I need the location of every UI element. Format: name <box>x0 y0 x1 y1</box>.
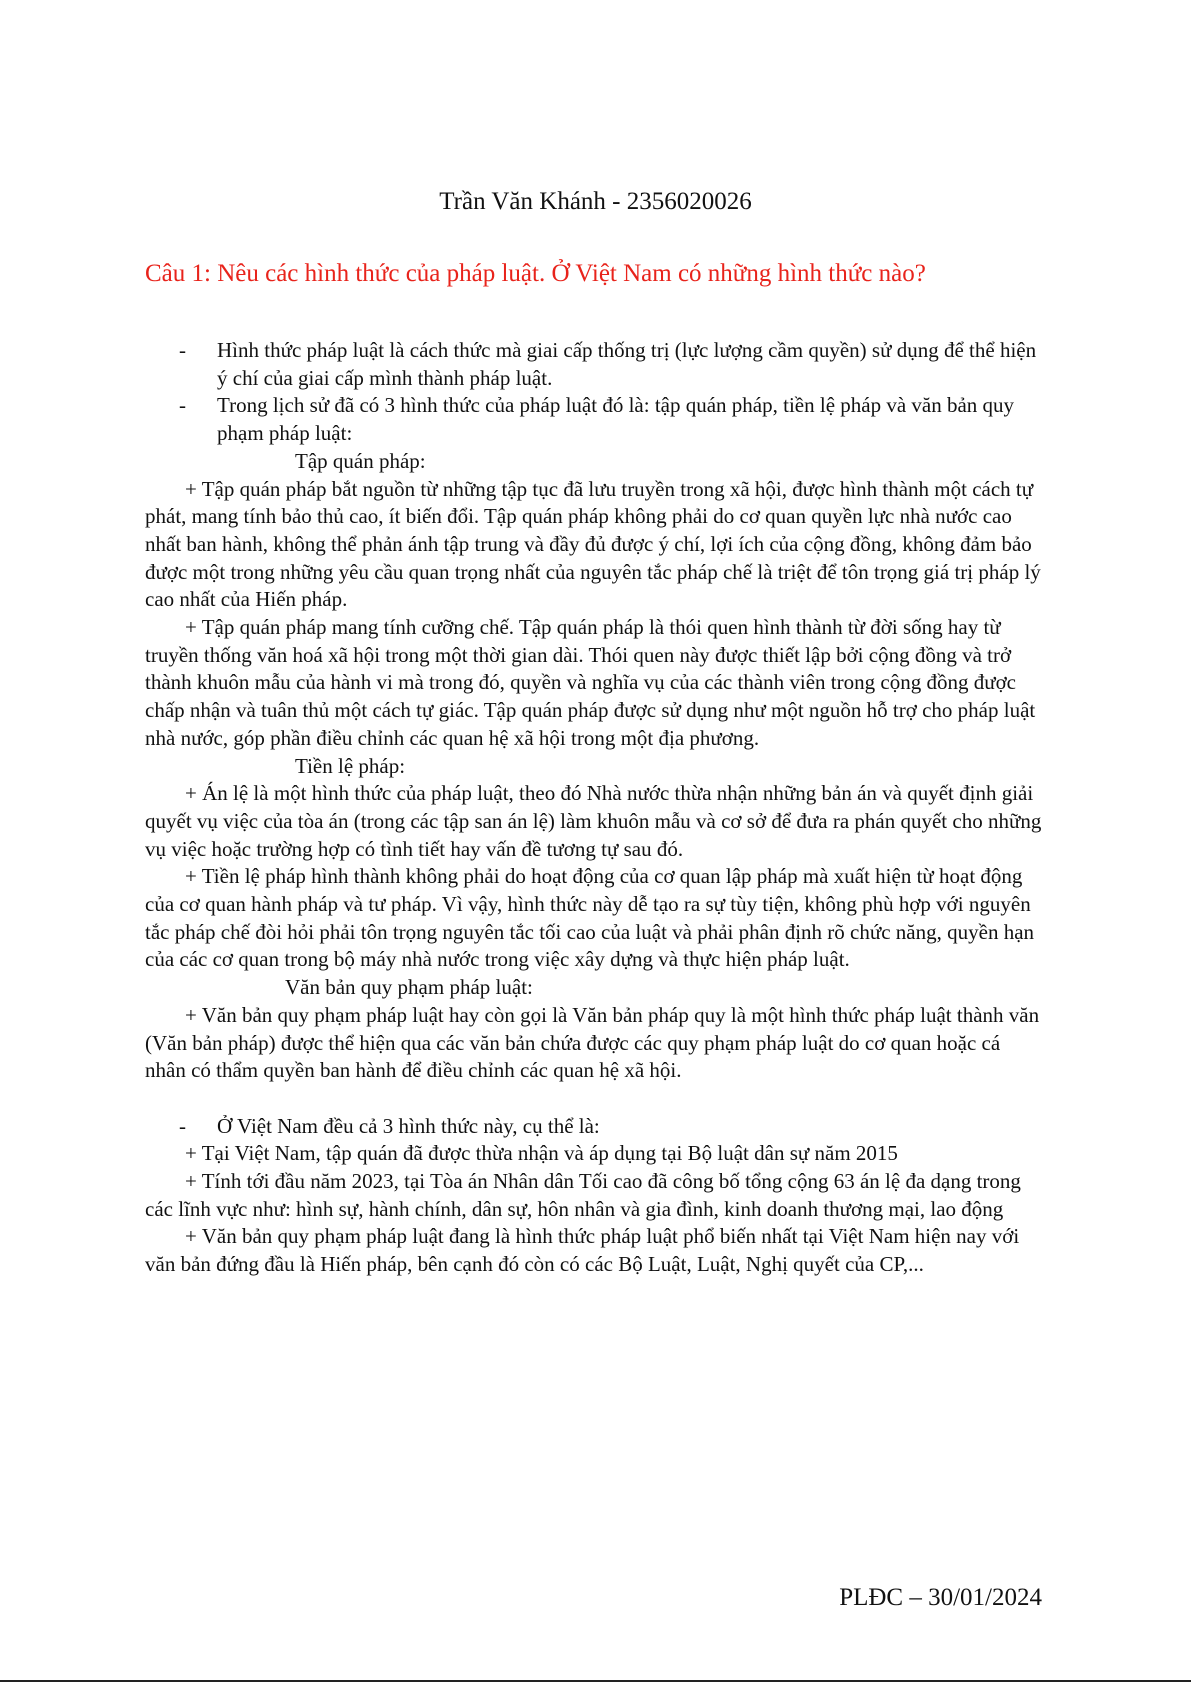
page-bottom-divider <box>0 1680 1191 1682</box>
subheading-van-ban-quy-pham: Văn bản quy phạm pháp luật: <box>285 975 533 1000</box>
paragraph: + Văn bản quy phạm pháp luật đang là hình thức pháp luật phổ biến nhất tại Việt Nam hiện nay với văn bản đứng đầu là Hiến pháp, bên cạnh đó còn có các Bộ Luật, Luật, Nghị quyết của CP,... <box>145 1224 1020 1277</box>
paragraph-definition: Hình thức pháp luật là cách thức mà giai cấp thống trị (lực lượng cầm quyền) sử dụng để thể hiện ý chí của giai cấp mình thành pháp luật. <box>217 338 1037 390</box>
dash-bullet: - <box>179 338 186 362</box>
paragraph: + Tập quán pháp bắt nguồn từ những tập tục đã lưu truyền trong xã hội, được hình thành một cách tự phát, mang tính bảo thủ cao, ít biến đổi. Tập quán pháp không phải do cơ quan quyền lực nhà nước cao nhất ban hành, không thể phản ánh tập trung và đầy đủ được ý chí, lợi ích của cộng đồng, không đảm bảo được một trong những yêu cầu quan trọng nhất của nguyên tắc pháp chế là triệt để tôn trọng giá trị pháp lý cao nhất của Hiến pháp. <box>145 476 1041 612</box>
paragraph: + Tính tới đầu năm 2023, tại Tòa án Nhân dân Tối cao đã công bố tổng cộng 63 án lệ đa dạng trong các lĩnh vực như: hình sự, hành chính, dân sự, hôn nhân và gia đình, kinh doanh thương mại, lao động <box>145 1169 1021 1221</box>
subheading-tap-quan-phap: Tập quán pháp: <box>295 448 426 473</box>
answer-body <box>145 337 1045 1279</box>
paragraph: + Tại Việt Nam, tập quán đã được thừa nhận và áp dụng tại Bộ luật dân sự năm 2015 <box>185 1141 898 1166</box>
paragraph-vietnam-forms: Ở Việt Nam đều cả 3 hình thức này, cụ thể là: <box>217 1113 600 1138</box>
paragraph-three-forms: Trong lịch sử đã có 3 hình thức của pháp luật đó là: tập quán pháp, tiền lệ pháp và văn bản quy phạm pháp luật: <box>217 393 1015 446</box>
question-heading: Câu 1: Nêu các hình thức của pháp luật. Ở Việt Nam có những hình thức nào? <box>145 260 926 287</box>
paragraph: + Tiền lệ pháp hình thành không phải do hoạt động của cơ quan lập pháp mà xuất hiện từ hoạt động của cơ quan hành pháp và tư pháp. Vì vậy, hình thức này dễ tạo ra sự tùy tiện, không phù hợp với nguyên tắc pháp chế đòi hỏi phải tôn trọng nguyên tắc tối cao của luật và phải phân định rõ chức năng, quyền hạn của các cơ quan trong bộ máy nhà nước trong việc xây dựng và thực hiện pháp luật. <box>145 864 1035 972</box>
paragraph: + Án lệ là một hình thức của pháp luật, theo đó Nhà nước thừa nhận những bản án và quyết định giải quyết vụ việc của tòa án (trong các tập san án lệ) làm khuôn mẫu và cơ sở để đưa ra phán quyết cho những vụ việc hoặc trường hợp có tình tiết hay vấn đề tương tự sau đó. <box>145 781 1042 861</box>
list-item <box>145 337 1045 392</box>
spacer <box>145 1085 1045 1113</box>
list-item <box>145 1113 1045 1141</box>
author-line: Trần Văn Khánh - 2356020026 <box>439 188 752 215</box>
dash-bullet: - <box>179 393 186 418</box>
paragraph: + Tập quán pháp mang tính cưỡng chế. Tập quán pháp là thói quen hình thành từ đời sống hay từ truyền thống văn hoá xã hội trong một thời gian dài. Thói quen này được thiết lập bởi cộng đồng và trở thành khuôn mẫu của hành vi mà trong đó, quyền và nghĩa vụ của các thành viên trong cộng đồng được chấp nhận và tuân thủ một cách tự giác. Tập quán pháp được sử dụng như một nguồn hỗ trợ cho pháp luật nhà nước, góp phần điều chỉnh các quan hệ xã hội trong một địa phương. <box>145 615 1036 750</box>
dash-bullet: - <box>179 1113 186 1138</box>
list-item <box>145 392 1045 447</box>
footer-course-date: PLĐC – 30/01/2024 <box>839 1584 1042 1611</box>
subheading-tien-le-phap: Tiền lệ pháp: <box>295 753 406 778</box>
paragraph: + Văn bản quy phạm pháp luật hay còn gọi là Văn bản pháp quy là một hình thức pháp luật thành văn (Văn bản pháp) được thể hiện qua các văn bản chứa được các quy phạm pháp luật do cơ quan hoặc cá nhân có thẩm quyền ban hành để điều chỉnh các quan hệ xã hội. <box>145 1002 1040 1083</box>
